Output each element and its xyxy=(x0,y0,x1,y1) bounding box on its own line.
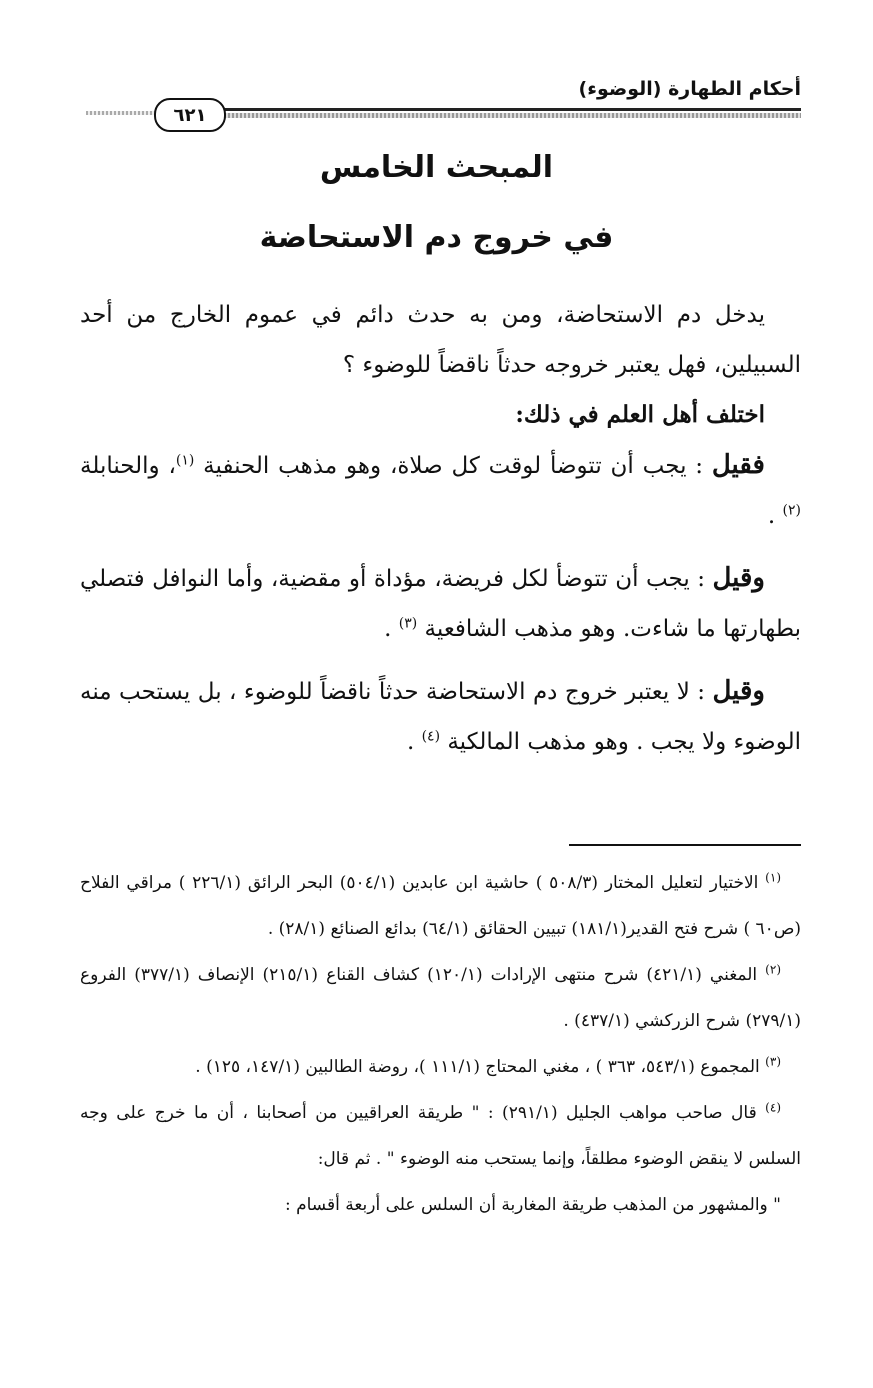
footnote-3 xyxy=(80,1044,801,1090)
opinion-1-lead: فقيل xyxy=(711,450,765,480)
footnote-number: (٢) xyxy=(765,962,781,977)
disagreement-heading: اختلف أهل العلم في ذلك: xyxy=(515,401,765,428)
footnote-text: قال صاحب مواهب الجليل (٢٩١/١) : " طريقة العراقيين من أصحابنا ، أن ما خرج على وجه السلس لا ينقض الوضوء مطلقاً، وإنما يستحب منه الوضوء " . ثم قال: xyxy=(80,1103,801,1169)
intro-line-2: السبيلين، فهل يعتبر خروجه حدثاً ناقضاً للوضوء ؟ xyxy=(342,352,801,378)
footnote-separator xyxy=(569,844,801,846)
intro-paragraph xyxy=(80,290,801,390)
footnote-4 xyxy=(80,1090,801,1182)
opinion-1-text-c: . xyxy=(767,503,783,529)
footnote-ref-2: (٢) xyxy=(782,502,801,519)
opinion-2-text-a: : يجب أن تتوضأ لكل فريضة، مؤداة أو مقضية، وأما النوافل فتصلي بطهارتها ما شاءت. وهو مذهب الشافعية xyxy=(80,566,801,642)
running-title: أحكام الطهارة (الوضوء) xyxy=(578,78,801,100)
footnote-ref-1: (١) xyxy=(175,452,195,469)
page-number: ٦٢١ xyxy=(173,104,207,126)
opinion-3 xyxy=(80,666,801,767)
main-text xyxy=(80,290,801,767)
footnote-text: الاختيار لتعليل المختار (٥٠٨/٣ ) حاشية ابن عابدين (٥٠٤/١) البحر الرائق (٢٢٦/١ ) مراقي الفلاح (ص٦٠ ) شرح فتح القدير(١٨١/١) تبيين الحقائق (٦٤/١) بدائع الصنائع (٢٨/١) . xyxy=(80,873,801,939)
footnote-1 xyxy=(80,860,801,952)
intro-line-1: يدخل دم الاستحاضة، ومن به حدث دائم في عموم الخارج من أحد xyxy=(80,302,765,328)
footnote-2 xyxy=(80,952,801,1044)
footnote-text: المجموع (٥٤٣/١، ٣٦٣ ) ، مغني المحتاج (١١١/١ )، روضة الطالبين (١٤٧/١، ١٢٥) . xyxy=(195,1057,766,1077)
opinion-3-text-a: : لا يعتبر خروج دم الاستحاضة حدثاً ناقضاً للوضوء ، بل يستحب منه الوضوء ولا يجب . وهو مذهب المالكية xyxy=(80,679,801,755)
footnote-ref-4: (٤) xyxy=(421,728,441,745)
page-number-badge xyxy=(154,98,226,132)
opinion-2-lead: وقيل xyxy=(712,563,765,593)
footnote-ref-3: (٣) xyxy=(398,615,418,632)
header-rule-left xyxy=(86,111,156,115)
footnote-number: (٤) xyxy=(765,1100,781,1115)
opinion-2 xyxy=(80,553,801,654)
footnote-text: المغني (٤٢١/١) شرح منتهى الإرادات (١٢٠/١) كشاف القناع (٢١٥/١) الإنصاف (٣٧٧/١) الفروع (٢٧٩/١) شرح الزركشي (٤٣٧/١) . xyxy=(80,965,801,1031)
opinion-1 xyxy=(80,440,801,541)
opinion-3-text-b: . xyxy=(406,729,422,755)
opinion-2-text-b: . xyxy=(384,616,399,642)
opinion-1-text-a: : يجب أن تتوضأ لوقت كل صلاة، وهو مذهب الحنفية xyxy=(194,453,712,479)
header-rule-shade xyxy=(216,113,801,118)
opinion-3-lead: وقيل xyxy=(712,676,765,706)
header-rule xyxy=(216,108,801,111)
footnotes xyxy=(80,860,801,1228)
footnote-number: (١) xyxy=(765,870,781,885)
page-header xyxy=(86,78,801,130)
opinion-1-text-b: ، والحنابلة xyxy=(80,453,176,479)
footnote-number: (٣) xyxy=(765,1054,781,1069)
section-subheading: في خروج دم الاستحاضة xyxy=(259,220,614,255)
footnote-4-quote: " والمشهور من المذهب طريقة المغاربة أن السلس على أربعة أقسام : xyxy=(284,1195,781,1215)
section-heading: المبحث الخامس xyxy=(319,150,554,185)
